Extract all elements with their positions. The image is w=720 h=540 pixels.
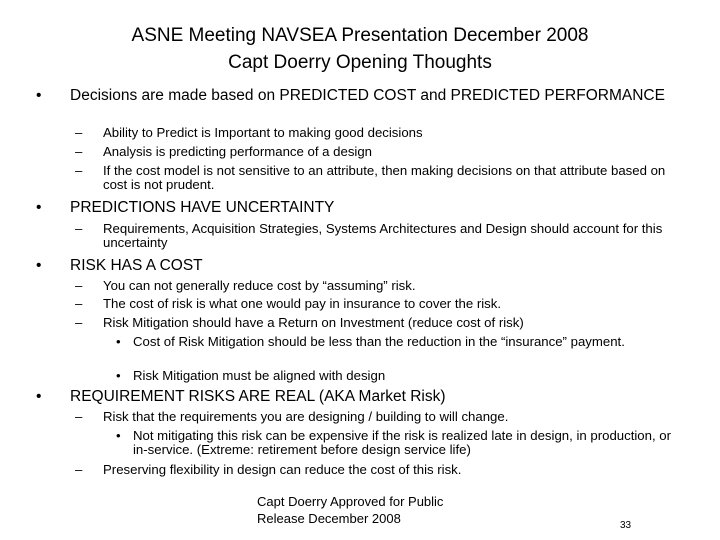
dash-icon: –: [75, 125, 83, 140]
sub-bullet-text: Analysis is predicting performance of a design: [103, 144, 373, 159]
dash-icon: –: [75, 296, 83, 311]
page-number: 33: [620, 520, 632, 531]
sub-bullet-text: If the cost model is not sensitive to an attribute, then making decisions on that attribute based on cost is not prudent.: [103, 163, 666, 192]
bullet-icon: •: [116, 334, 121, 349]
dash-icon: –: [75, 144, 83, 159]
footer-release-note: [257, 493, 443, 527]
dash-icon: –: [75, 462, 83, 477]
bullet-icon: •: [116, 368, 121, 383]
slide-title: [40, 22, 680, 76]
sub-bullet-text: Risk Mitigation should have a Return on Investment (reduce cost of risk): [103, 315, 524, 330]
bullet-text: REQUIREMENT RISKS ARE REAL (AKA Market Risk): [70, 388, 446, 405]
sub-sub-bullet-text: Risk Mitigation must be aligned with design: [133, 368, 386, 383]
bullet-icon: •: [36, 257, 42, 274]
sub-sub-bullet-text: Cost of Risk Mitigation should be less than the reduction in the “insurance” payment.: [133, 334, 625, 349]
sub-bullet-text: The cost of risk is what one would pay in insurance to cover the risk.: [103, 296, 502, 311]
footer-line-1: Capt Doerry Approved for Public: [257, 494, 444, 509]
bullet-text: PREDICTIONS HAVE UNCERTAINTY: [70, 199, 335, 216]
dash-icon: –: [75, 221, 83, 236]
slide-title-line-1: ASNE Meeting NAVSEA Presentation December 2008: [131, 25, 589, 46]
bullet-text: RISK HAS A COST: [70, 257, 203, 274]
sub-bullet-text: Preserving flexibility in design can reduce the cost of this risk.: [103, 462, 462, 477]
dash-icon: –: [75, 409, 83, 424]
bullet-text: Decisions are made based on PREDICTED COST and PREDICTED PERFORMANCE: [70, 87, 665, 104]
sub-bullet-text: Risk that the requirements you are designing / building to will change.: [103, 409, 509, 424]
bullet-icon: •: [36, 199, 42, 216]
bullet-icon: •: [36, 388, 42, 405]
sub-bullet-text: You can not generally reduce cost by “assuming” risk.: [103, 278, 416, 293]
sub-bullet-text: Ability to Predict is Important to making good decisions: [103, 125, 423, 140]
dash-icon: –: [75, 163, 83, 178]
bullet-icon: •: [116, 428, 121, 443]
sub-sub-bullet-text: Not mitigating this risk can be expensive if the risk is realized late in design, in production, or in-service. (Extreme: retirement before design service life): [133, 428, 672, 457]
dash-icon: –: [75, 278, 83, 293]
slide-title-line-2: Capt Doerry Opening Thoughts: [228, 52, 492, 73]
footer-line-2: Release December 2008: [257, 511, 401, 526]
sub-bullet-text: Requirements, Acquisition Strategies, Systems Architectures and Design should account for this uncertainty: [103, 221, 663, 250]
bullet-icon: •: [36, 87, 42, 104]
dash-icon: –: [75, 315, 83, 330]
